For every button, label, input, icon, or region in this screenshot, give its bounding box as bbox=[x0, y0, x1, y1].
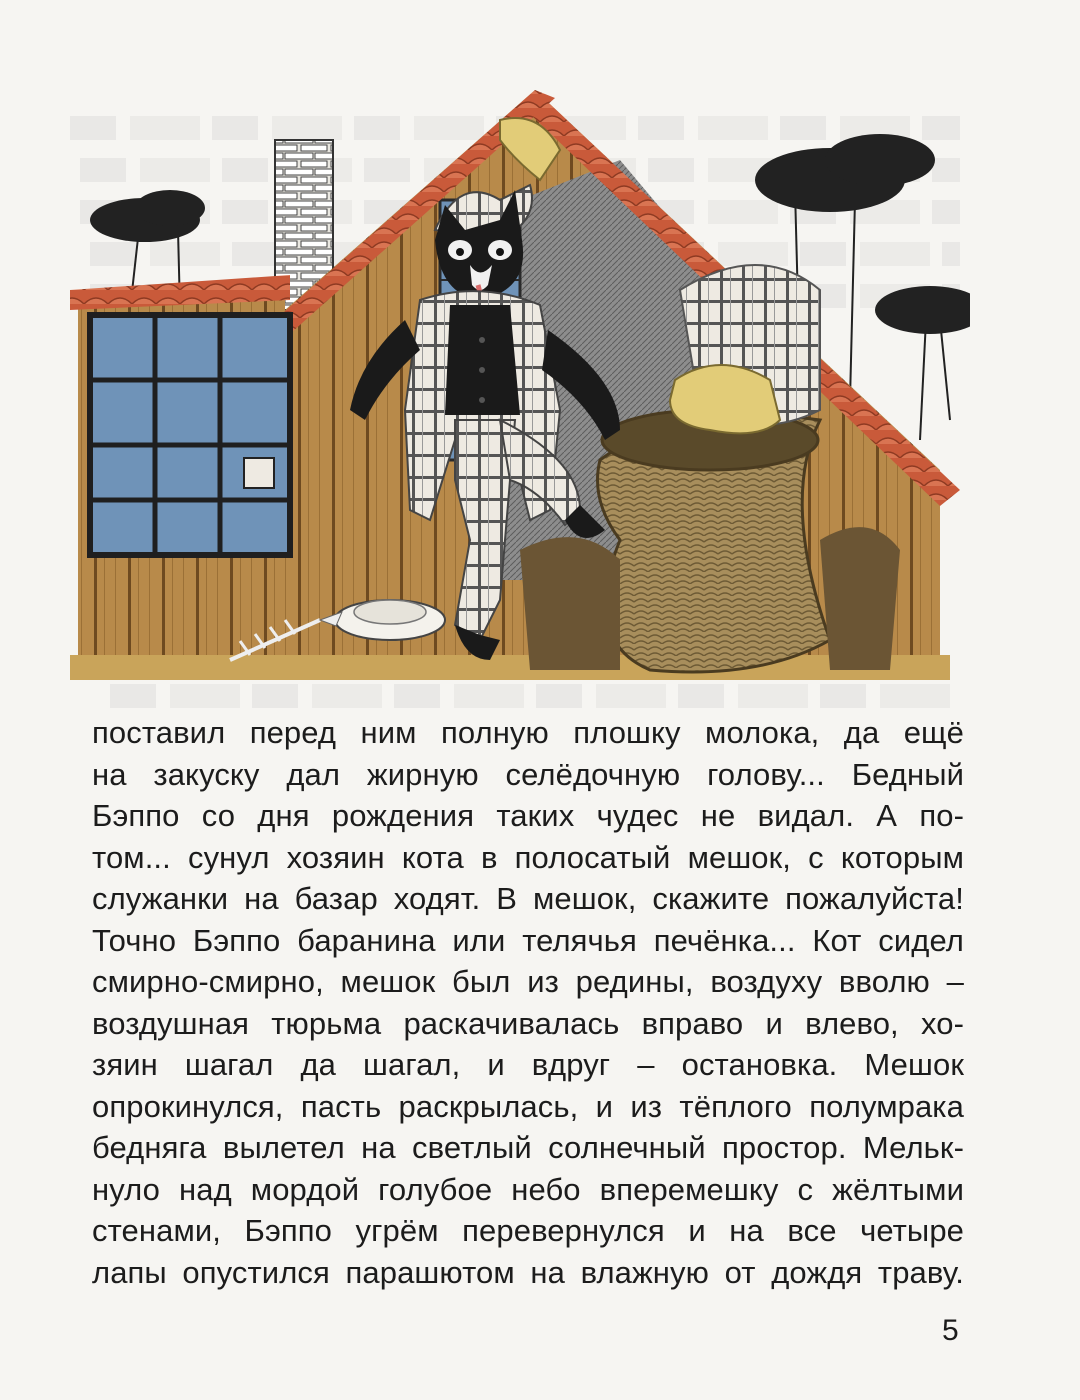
text-line: нуло над мордой голубое небо вперемешку с жёлтыми bbox=[92, 1171, 964, 1207]
story-text bbox=[92, 712, 964, 1293]
illustration-cat-with-sack bbox=[60, 80, 970, 680]
hand bbox=[670, 265, 820, 433]
text-line: Бэппо со дня рождения таких чудес не видал. А по- bbox=[92, 798, 964, 833]
text-line: зяин шагал да шагал, и вдруг – остановка. Мешок bbox=[92, 1047, 964, 1082]
text-line: опрокинулся, пасть раскрылась, и из тёплого полумрака bbox=[92, 1088, 964, 1124]
text-line: стенами, Бэппо угрём перевернулся и на все четыре bbox=[92, 1213, 964, 1248]
text-line: служанки на базар ходят. В мешок, скажите пожалуйста! bbox=[92, 881, 964, 916]
text-line: бедняга вылетел на светлый солнечный простор. Мельк- bbox=[92, 1130, 964, 1165]
text-line: лапы опустился парашютом на влажную от дождя траву. bbox=[92, 1254, 964, 1290]
bleed-through-line bbox=[110, 684, 960, 708]
window bbox=[90, 315, 290, 555]
text-line: поставил перед ним полную плошку молока, да ещё bbox=[92, 715, 964, 750]
page-number: 5 bbox=[942, 1314, 959, 1347]
text-line: том... сунул хозяин кота в полосатый мешок, с которым bbox=[92, 839, 964, 875]
text-line: Точно Бэппо баранина или телячья печёнка... Кот сидел bbox=[92, 922, 964, 958]
text-line: воздушная тюрьма раскачивалась вправо и влево, хо- bbox=[92, 1005, 964, 1041]
text-line: смирно-смирно, мешок был из редины, воздуху вволю – bbox=[92, 964, 964, 999]
text-line: на закуску дал жирную селёдочную голову... Бедный bbox=[92, 756, 964, 792]
